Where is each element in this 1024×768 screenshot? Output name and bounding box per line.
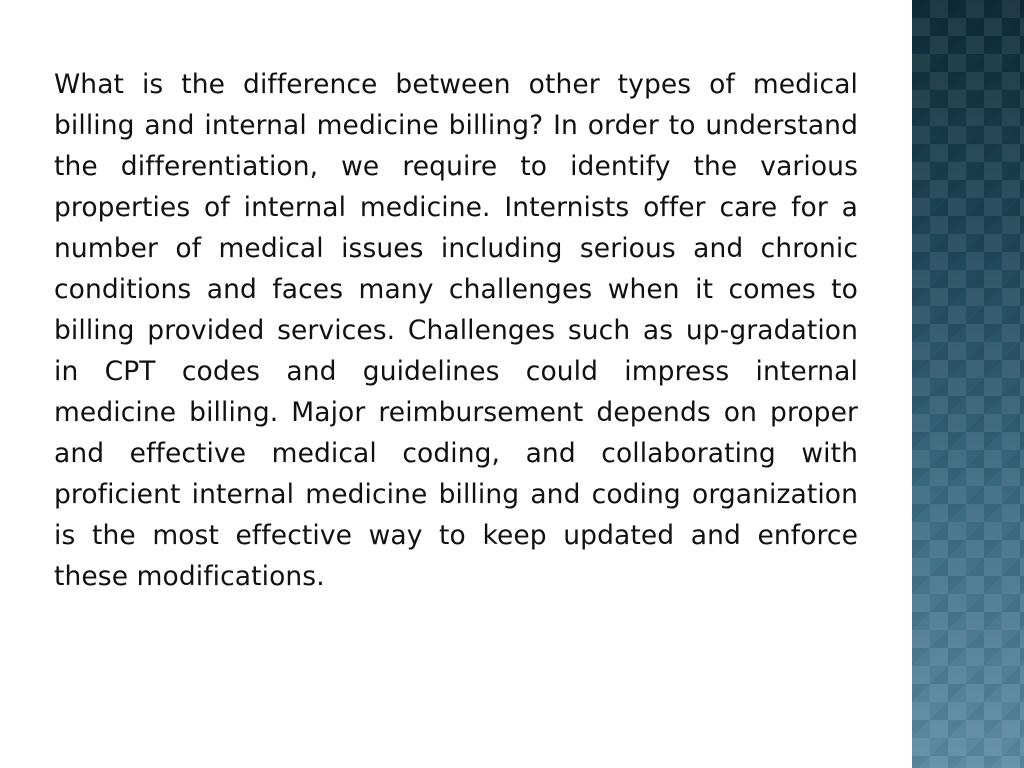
slide-body-text: What is the difference between other types of medical billing and internal medicine billing? In order to understand the differentiation, we require to identify the various properties of internal medicine. Internists offer care for a number of medical issues including serious and chronic conditions and faces many challenges when it comes to billing provided services. Challenges such as up-gradation in CPT codes and guidelines could impress internal medicine billing. Major reimbursement depends on proper and effective medical coding, and collaborating with proficient internal medicine billing and coding organization is the most effective way to keep updated and enforce these modifications.: [54, 69, 858, 592]
decorative-side-band: [912, 0, 1024, 768]
